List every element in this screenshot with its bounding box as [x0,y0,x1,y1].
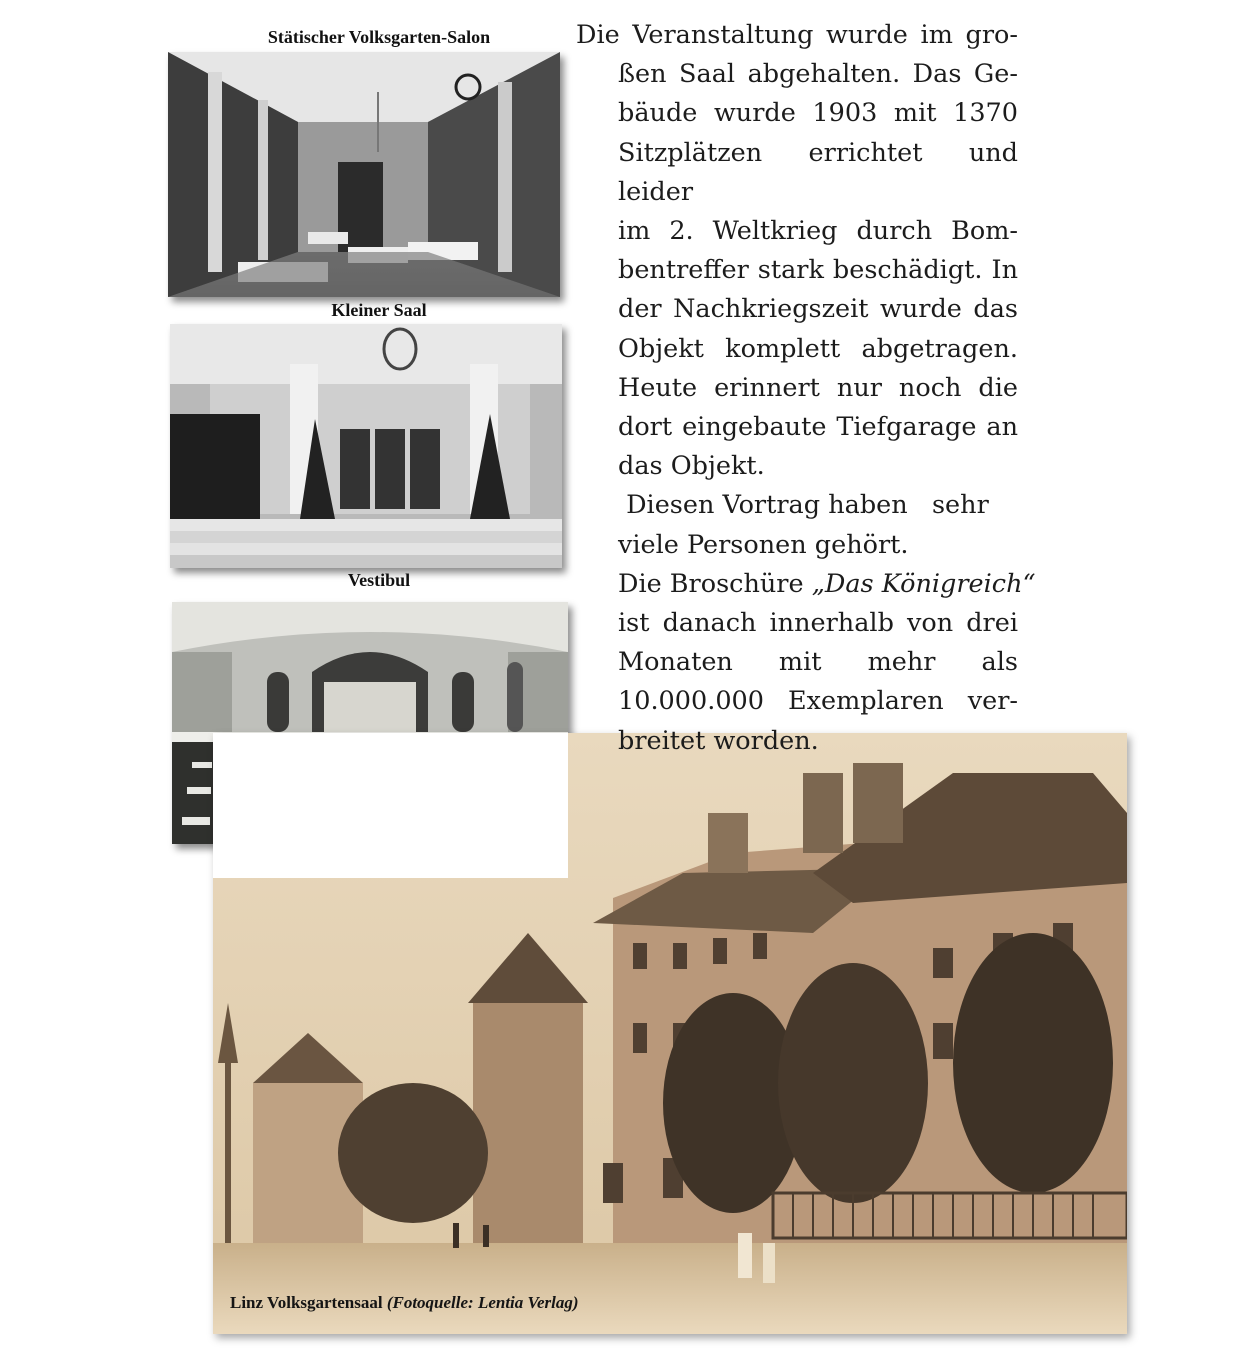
text-line-7: der Nachkriegszeit wurde das [618,294,1018,325]
article-text [576,16,1036,761]
text-line-18: breitet worden. [618,725,819,756]
text-line-9: Heute erinnert nur noch die [618,372,1018,403]
photo-caption-bottom [230,1293,579,1313]
photo-vestibul [170,324,562,568]
photo-label-kleiner-saal: Kleiner Saal [331,300,427,320]
text-line-2: ßen Saal abgehalten. Das Ge- [618,59,1018,90]
photo-volksgartensaal-building [213,733,1127,1334]
text-line-11: das Objekt. [618,451,765,482]
brochure-title: „Das Königreich“ [811,568,1036,599]
text-line-15: ist danach innerhalb von drei [618,608,1018,639]
photo-label-vestibul: Vestibul [347,570,411,590]
text-line-3: bäude wurde 1903 mit 1370 [618,98,1018,129]
text-line-16: Monaten mit mehr als [618,647,1018,678]
text-line-8: Objekt komplett abgetragen. [618,333,1018,364]
text-line-5: im 2. Weltkrieg durch Bom- [618,216,1018,247]
text-line-13: viele Personen gehört. [618,529,909,560]
text-line-12: Diesen Vortrag haben sehr [618,490,989,521]
text-line-10: dort eingebaute Tiefgarage an [618,412,1018,443]
caption-main-text: Linz Volksgartensaal [230,1293,387,1312]
text-line-1: Die Veranstaltung wurde im gro- [576,20,1018,50]
photo-kleiner-saal [168,52,560,297]
text-line-17: 10.000.000 Exemplaren ver- [618,686,1018,717]
caption-source-text: (Fotoquelle: Lentia Verlag) [386,1293,579,1312]
text-line-4: Sitzplätzen errichtet und leider [618,137,1018,207]
text-line-6: bentreffer stark beschädigt. In [618,255,1018,286]
brochure-prefix: Die Broschüre [618,568,812,599]
photo-caption-top: Stätischer Volksgarten-Salon [267,27,491,47]
text-line-14 [576,565,1036,604]
